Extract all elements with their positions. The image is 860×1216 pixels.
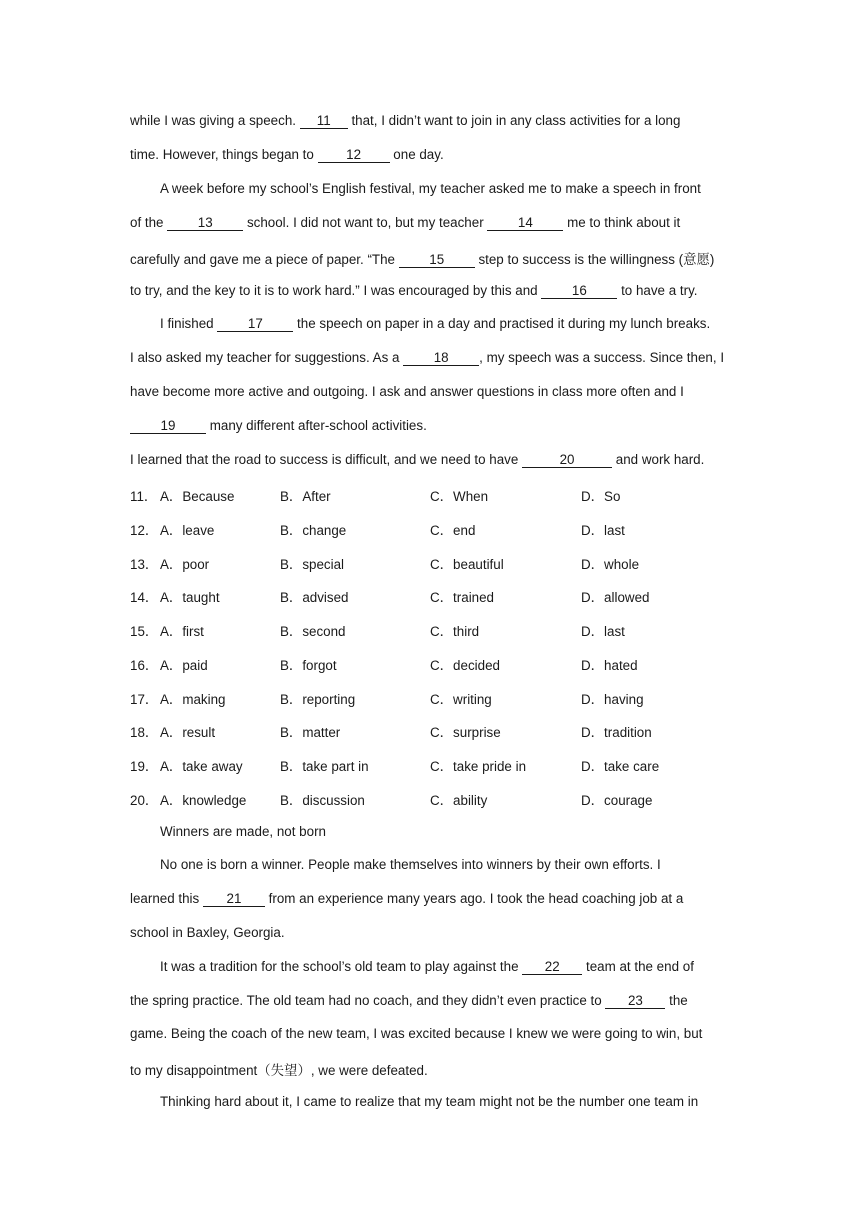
option-d[interactable]: D．whole [581, 557, 640, 572]
option-c[interactable]: C．writing [430, 692, 492, 707]
option-a[interactable]: A．leave [160, 523, 215, 538]
text-line [130, 418, 427, 434]
text-line: Thinking hard about it, I came to realize that my team might not be the number one team in [160, 1094, 699, 1109]
passage-title: Winners are made, not born [160, 824, 326, 839]
option-b[interactable]: B．After [280, 489, 331, 504]
text-fragment: to try, and the key to it is to work hard.” I was encouraged by this and [130, 283, 542, 298]
question-number: 17． [130, 692, 159, 707]
text-fragment: school. I did not want to, but my teacher [243, 215, 488, 230]
text-line [130, 350, 724, 366]
text-fragment: the speech on paper in a day and practised it during my lunch breaks. [293, 316, 711, 331]
text-fragment: the [665, 993, 688, 1008]
question-row-18 [130, 722, 770, 742]
option-b[interactable]: B．take part in [280, 759, 369, 774]
question-number: 18． [130, 725, 159, 740]
option-a[interactable]: A．paid [160, 658, 208, 673]
question-row-17 [130, 689, 770, 709]
text-fragment: I finished [160, 316, 218, 331]
question-row-20 [130, 790, 770, 810]
text-fragment: It was a tradition for the school’s old team to play against the [160, 959, 523, 974]
text-line [130, 891, 683, 907]
blank-22[interactable]: 22 [522, 960, 582, 975]
text-fragment: me to think about it [563, 215, 681, 230]
option-d[interactable]: D．hated [581, 658, 638, 673]
question-number: 14． [130, 590, 159, 605]
blank-21[interactable]: 21 [203, 892, 265, 907]
text-fragment: I also asked my teacher for suggestions. As a [130, 350, 404, 365]
option-b[interactable]: B．special [280, 557, 345, 572]
text-line: No one is born a winner. People make themselves into winners by their own efforts. I [160, 857, 661, 872]
text-line: A week before my school’s English festival, my teacher asked me to make a speech in front [160, 181, 701, 196]
blank-18[interactable]: 18 [403, 351, 479, 366]
option-a[interactable]: A．first [160, 624, 204, 639]
question-number: 11． [130, 489, 158, 504]
blank-16[interactable]: 16 [541, 284, 617, 299]
text-line [130, 452, 704, 468]
option-c[interactable]: C．surprise [430, 725, 501, 740]
text-line [130, 215, 680, 231]
option-d[interactable]: D．tradition [581, 725, 652, 740]
question-number: 15． [130, 624, 159, 639]
blank-23[interactable]: 23 [605, 994, 665, 1009]
question-number: 12． [130, 523, 159, 538]
text-fragment: many different after-school activities. [206, 418, 427, 433]
text-fragment: , my speech was a success. Since then, I [479, 350, 725, 365]
option-d[interactable]: D．courage [581, 793, 653, 808]
option-b[interactable]: B．second [280, 624, 346, 639]
option-b[interactable]: B．change [280, 523, 347, 538]
blank-15[interactable]: 15 [399, 253, 475, 268]
question-row-11 [130, 486, 770, 506]
blank-11[interactable]: 11 [300, 114, 348, 129]
option-d[interactable]: D．So [581, 489, 621, 504]
text-fragment: the spring practice. The old team had no coach, and they didn’t even practice to [130, 993, 606, 1008]
option-c[interactable]: C．beautiful [430, 557, 504, 572]
text-line: school in Baxley, Georgia. [130, 925, 285, 940]
option-c[interactable]: C．third [430, 624, 480, 639]
text-line: have become more active and outgoing. I ask and answer questions in class more often and I [130, 384, 684, 399]
question-row-12 [130, 520, 770, 540]
option-a[interactable]: A．making [160, 692, 226, 707]
text-fragment: that, I didn’t want to join in any class activities for a long [347, 113, 681, 128]
text-fragment: step to success is the willingness (意愿) [474, 252, 715, 267]
option-a[interactable]: A．poor [160, 557, 210, 572]
text-line [130, 113, 680, 129]
option-d[interactable]: D．last [581, 523, 625, 538]
text-fragment: carefully and gave me a piece of paper. “The [130, 252, 399, 267]
text-fragment: and work hard. [612, 452, 705, 467]
question-number: 19． [130, 759, 159, 774]
option-a[interactable]: A．taught [160, 590, 220, 605]
option-c[interactable]: C．end [430, 523, 476, 538]
option-a[interactable]: A．take away [160, 759, 243, 774]
option-a[interactable]: A．Because [160, 489, 235, 504]
option-a[interactable]: A．result [160, 725, 216, 740]
text-fragment: team at the end of [582, 959, 694, 974]
question-number: 16． [130, 658, 159, 673]
text-fragment: learned this [130, 891, 203, 906]
question-row-19 [130, 756, 770, 776]
blank-19[interactable]: 19 [130, 419, 206, 434]
question-row-13 [130, 554, 770, 574]
option-b[interactable]: B．forgot [280, 658, 337, 673]
option-c[interactable]: C．decided [430, 658, 500, 673]
option-c[interactable]: C．take pride in [430, 759, 527, 774]
option-b[interactable]: B．matter [280, 725, 341, 740]
question-number: 20． [130, 793, 159, 808]
blank-20[interactable]: 20 [522, 453, 612, 468]
text-fragment: while I was giving a speech. [130, 113, 300, 128]
text-line: to my disappointment（失望）, we were defeated. [130, 1063, 428, 1078]
text-line [130, 993, 688, 1009]
text-fragment: of the [130, 215, 168, 230]
text-line [160, 316, 710, 332]
option-d[interactable]: D．last [581, 624, 625, 639]
text-fragment: I learned that the road to success is difficult, and we need to have [130, 452, 523, 467]
question-row-16 [130, 655, 770, 675]
text-line [160, 959, 694, 975]
option-b[interactable]: B．advised [280, 590, 349, 605]
text-line [130, 283, 698, 299]
option-c[interactable]: C．ability [430, 793, 488, 808]
option-d[interactable]: D．take care [581, 759, 660, 774]
text-fragment: from an experience many years ago. I took the head coaching job at a [264, 891, 684, 906]
option-b[interactable]: B．discussion [280, 793, 365, 808]
blank-12[interactable]: 12 [318, 148, 390, 163]
option-d[interactable]: D．having [581, 692, 644, 707]
option-c[interactable]: C．When [430, 489, 489, 504]
question-row-14 [130, 587, 770, 607]
question-number: 13． [130, 557, 159, 572]
text-fragment: time. However, things began to [130, 147, 318, 162]
option-d[interactable]: D．allowed [581, 590, 650, 605]
text-fragment: one day. [389, 147, 444, 162]
blank-17[interactable]: 17 [217, 317, 293, 332]
blank-13[interactable]: 13 [167, 216, 243, 231]
blank-14[interactable]: 14 [487, 216, 563, 231]
option-c[interactable]: C．trained [430, 590, 495, 605]
option-a[interactable]: A．knowledge [160, 793, 247, 808]
text-fragment: to have a try. [617, 283, 698, 298]
option-b[interactable]: B．reporting [280, 692, 356, 707]
question-row-15 [130, 621, 770, 641]
text-line: game. Being the coach of the new team, I was excited because I knew we were going to win, but [130, 1026, 703, 1041]
text-line [130, 249, 714, 268]
text-line [130, 147, 444, 163]
